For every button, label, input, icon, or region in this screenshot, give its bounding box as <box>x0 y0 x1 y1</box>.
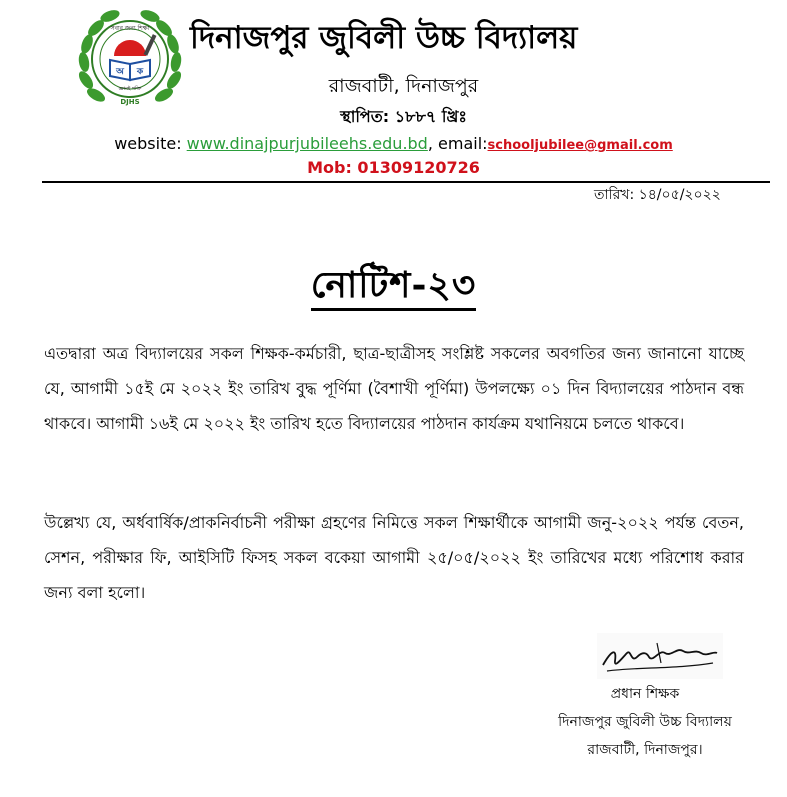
website-label: website: <box>114 134 187 153</box>
contact-line <box>0 134 787 153</box>
mobile-number: Mob: 01309120726 <box>307 158 480 177</box>
website-link[interactable]: www.dinajpurjubileehs.edu.bd <box>186 134 428 153</box>
school-location: রাজবাটী, দিনাজপুর <box>328 75 479 97</box>
logo-left-letter: অ <box>116 67 124 77</box>
signatory-school: দিনাজপুর জুবিলী উচ্চ বিদ্যালয় <box>558 714 732 730</box>
notice-title <box>0 258 787 318</box>
notice-paragraph-2: উল্লেখ্য যে, অর্ধবার্ষিক/প্রাকনির্বাচনী পরীক্ষা গ্রহণের নিমিত্তে সকল শিক্ষার্থীকে আগামী জনু-২০২২ পর্যন্ত বেতন, সেশন, পরীক্ষার ফি, আইসিটি ফিসহ সকল বকেয়া আগামী ২৫/০৫/২০২২ ইং তারিখের মধ্যে পরিশোধ করার জন্য বলা হলো। <box>44 513 744 602</box>
logo-motto-text: সবার জন্য শিক্ষা <box>110 25 150 32</box>
notice-date: তারিখ: ১৪/০৫/২০২২ <box>594 187 721 203</box>
logo-initials: DJHS <box>120 98 140 106</box>
signature-icon <box>597 633 723 679</box>
established-year: স্থাপিত: ১৮৮৭ খ্রিঃ <box>340 107 467 126</box>
logo-right-letter: ক <box>136 67 144 77</box>
notice-title-text: নোটিশ-২৩ <box>311 264 477 311</box>
logo-bottom-text: জ্ঞানই শক্তি <box>118 86 142 92</box>
email-label: , email: <box>427 134 488 153</box>
email-link[interactable]: schooljubilee@gmail.com <box>487 138 673 153</box>
signatory-place: রাজবাটী, দিনাজপুর। <box>587 742 703 758</box>
signatory-title: প্রধান শিক্ষক <box>610 686 680 702</box>
notice-paragraph-1: এতদ্বারা অত্র বিদ্যালয়ের সকল শিক্ষক-কর্মচারী, ছাত্র-ছাত্রীসহ সংশ্লিষ্ট সকলের অবগতির জন্য জানানো যাচ্ছে যে, আগামী ১৫ই মে ২০২২ ইং তারিখ বুদ্ধ পূর্ণিমা (বৈশাখী পূর্ণিমা) উপলক্ষ্যে ০১ দিন বিদ্যালয়ের পাঠদান বন্ধ থাকবে। আগামী ১৬ই মে ২০২২ ইং তারিখ হতে বিদ্যালয়ের পাঠদান কার্যক্রম যথানিয়মে চলতে থাকবে। <box>44 344 744 433</box>
school-name-heading: দিনাজপুর জুবিলী উচ্চ বিদ্যালয় <box>190 20 578 56</box>
headmaster-signature <box>597 633 723 679</box>
